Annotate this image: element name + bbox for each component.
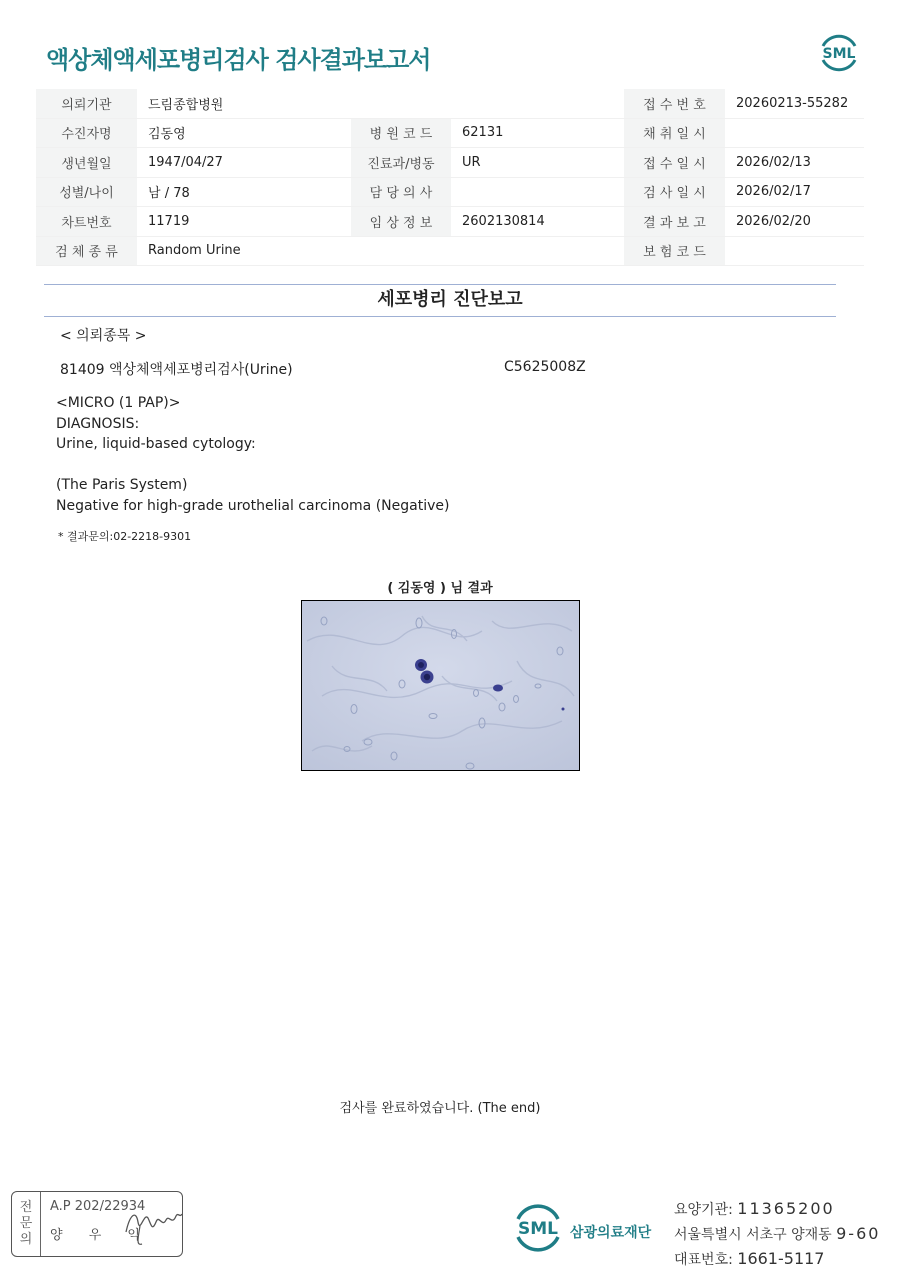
label-specimen-type: 검 체 종 류: [36, 236, 137, 266]
value-receipt-number: 20260213-55282: [725, 89, 864, 118]
organization-info: [674, 1197, 880, 1272]
label-collection-date: 채 취 일 시: [624, 118, 725, 148]
request-items-label: < 의뢰종목 >: [60, 328, 147, 344]
label-hospital-code: 병 원 코 드: [351, 118, 451, 148]
label-doctor: 담 당 의 사: [351, 177, 451, 207]
sml-footer-logo: [510, 1199, 566, 1255]
value-hospital-code: 62131: [451, 118, 624, 148]
signature-image: [122, 1202, 184, 1248]
value-receipt-date: 2026/02/13: [725, 148, 864, 178]
label-clinical-info: 임 상 정 보: [351, 207, 451, 237]
value-doctor: [451, 177, 624, 207]
stamp-doctor-name: 양 우 익: [50, 1228, 151, 1243]
phone-line: [674, 1247, 880, 1272]
label-patient-name: 수진자명: [36, 118, 137, 148]
test-code: C5625008Z: [504, 359, 586, 375]
label-receipt-date: 접 수 일 시: [624, 148, 725, 178]
section-divider-bottom: [44, 316, 836, 317]
sml-logo: [815, 28, 863, 76]
address-label: 서울특별시 서초구 양재동: [674, 1227, 837, 1243]
info-row: [36, 148, 864, 178]
pathologist-stamp: [11, 1191, 183, 1257]
label-requesting-institution: 의뢰기관: [36, 89, 137, 118]
completion-message: 검사를 완료하였습니다. (The end): [339, 1101, 541, 1116]
info-row: [36, 236, 864, 266]
stamp-side-char: 문: [19, 1216, 33, 1231]
diagnosis-report-text: <MICRO (1 PAP)> DIAGNOSIS: Urine, liquid-based cytology: (The Paris System) Negative for high-grade urothelial carcinoma (Negative): [56, 395, 450, 514]
label-chart-number: 차트번호: [36, 207, 137, 237]
label-result-report-date: 결 과 보 고: [624, 207, 725, 237]
stamp-side-label: [12, 1192, 41, 1256]
info-row: [36, 207, 864, 237]
value-department: UR: [451, 148, 624, 178]
value-test-date: 2026/02/17: [725, 177, 864, 207]
svg-text:SML: SML: [518, 1219, 558, 1239]
microscopy-image: [301, 600, 580, 771]
stamp-side-char: 의: [19, 1232, 33, 1247]
institution-code-label: 요양기관:: [674, 1202, 738, 1218]
stamp-license-code: A.P 202/22934: [50, 1199, 146, 1214]
value-result-report-date: 2026/02/20: [725, 207, 864, 237]
value-sex-age: 남 / 78: [137, 177, 351, 207]
value-birth-date: 1947/04/27: [137, 148, 351, 178]
svg-text:SML: SML: [822, 46, 856, 62]
label-test-date: 검 사 일 시: [624, 177, 725, 207]
value-collection-date: [725, 118, 864, 148]
phone-value: 1661-5117: [737, 1249, 825, 1268]
label-insurance-code: 보 험 코 드: [624, 236, 725, 266]
label-sex-age: 성별/나이: [36, 177, 137, 207]
value-specimen-type: Random Urine: [137, 236, 624, 266]
phone-label: 대표번호:: [674, 1252, 738, 1268]
address-line: [674, 1222, 880, 1247]
image-caption: ( 김동영 ) 님 결과: [387, 581, 493, 596]
diagnosis-title: 세포병리 진단보고: [377, 289, 523, 310]
foundation-name: 삼광의료재단: [570, 1225, 652, 1241]
label-birth-date: 생년월일: [36, 148, 137, 178]
address-number: 9-60: [836, 1224, 881, 1243]
result-inquiry-phone: * 결과문의:02-2218-9301: [58, 530, 192, 543]
label-receipt-number: 접 수 번 호: [624, 89, 725, 118]
institution-code-line: [674, 1197, 880, 1222]
value-requesting-institution: 드림종합병원: [137, 89, 624, 118]
stamp-side-char: 전: [19, 1200, 33, 1215]
info-row: [36, 118, 864, 148]
value-clinical-info: 2602130814: [451, 207, 624, 237]
report-title: 액상체액세포병리검사 검사결과보고서: [46, 46, 431, 74]
label-department: 진료과/병동: [351, 148, 451, 178]
value-insurance-code: [725, 236, 864, 266]
value-patient-name: 김동영: [137, 118, 351, 148]
info-row: [36, 89, 864, 118]
test-name: 81409 액상체액세포병리검사(Urine): [60, 362, 293, 378]
info-row: [36, 177, 864, 207]
institution-code-value: 11365200: [737, 1199, 835, 1218]
value-chart-number: 11719: [137, 207, 351, 237]
patient-info-table: [36, 89, 864, 266]
